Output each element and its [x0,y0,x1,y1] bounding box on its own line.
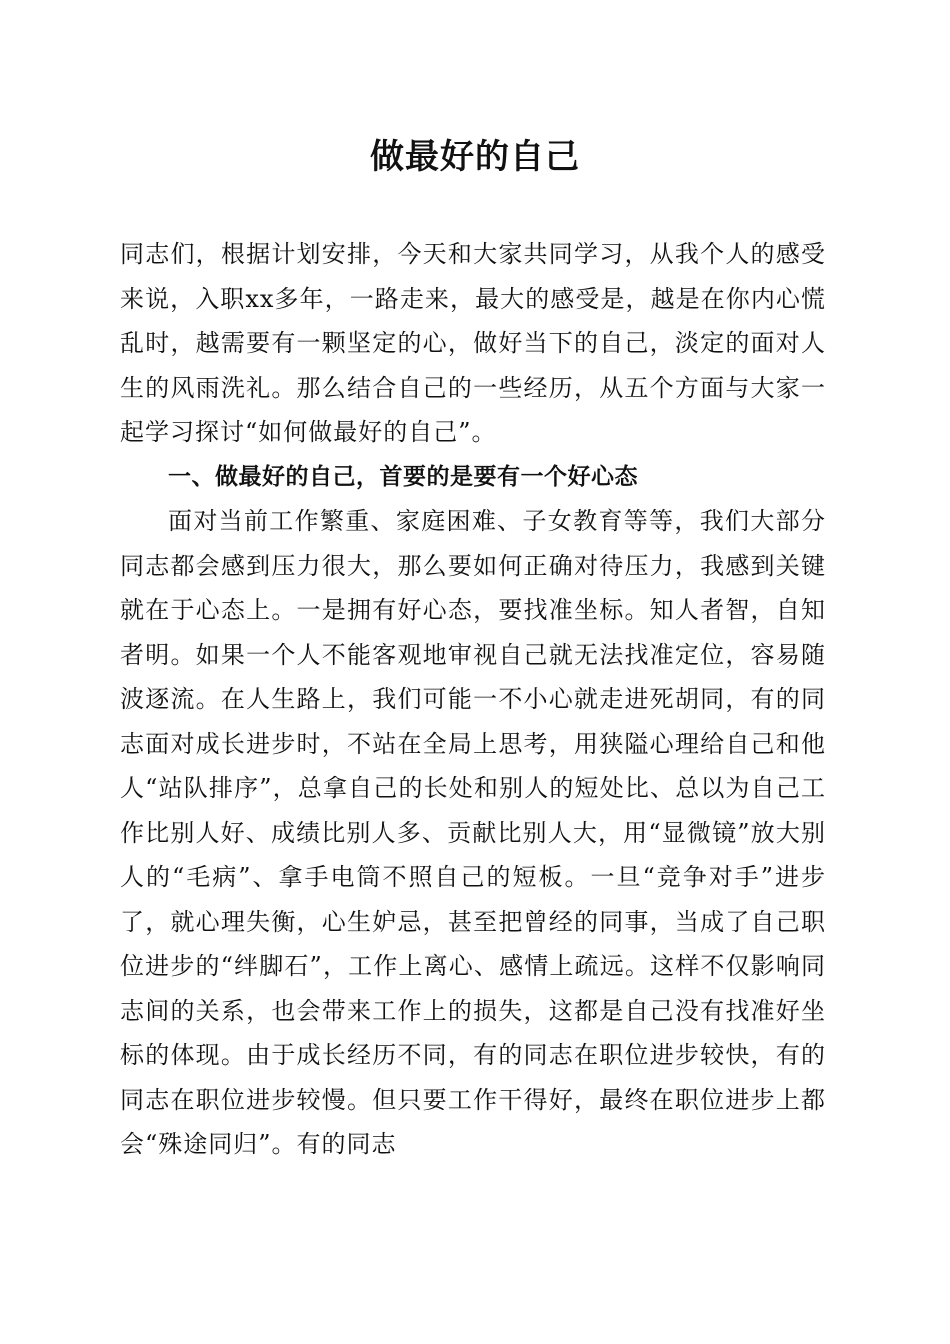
document-body [120,232,826,1167]
section-1-paragraph: 面对当前工作繁重、家庭困难、子女教育等等，我们大部分同志都会感到压力很大，那么要如何正确对待压力，我感到关键就在于心态上。一是拥有好心态，要找准坐标。知人者智，自知者明。如果一个人不能客观地审视自己就无法找准定位，容易随波逐流。在人生路上，我们可能一不小心就走进死胡同，有的同志面对成长进步时，不站在全局上思考，用狭隘心理给自己和他人“站队排序”，总拿自己的长处和别人的短处比、总以为自己工作比别人好、成绩比别人多、贡献比别人大，用“显微镜”放大别人的“毛病”、拿手电筒不照自己的短板。一旦“竞争对手”进步了，就心理失衡，心生妒忌，甚至把曾经的同事，当成了自己职位进步的“绊脚石”，工作上离心、感情上疏远。这样不仅影响同志间的关系，也会带来工作上的损失，这都是自己没有找准好坐标的体现。由于成长经历不同，有的同志在职位进步较快，有的同志在职位进步较慢。但只要工作干得好，最终在职位进步上都会“殊途同归”。有的同志 [120,507,826,1158]
section-heading-1: 一、做最好的自己，首要的是要有一个好心态 [168,463,638,490]
document-title: 做最好的自己 [370,137,580,177]
intro-paragraph: 同志们，根据计划安排，今天和大家共同学习，从我个人的感受来说，入职xx多年，一路走来，最大的感受是，越是在你内心慌乱时，越需要有一颗坚定的心，做好当下的自己，淡定的面对人生的风雨洗礼。那么结合自己的一些经历，从五个方面与大家一起学习探讨“如何做最好的自己”。 [120,240,826,446]
